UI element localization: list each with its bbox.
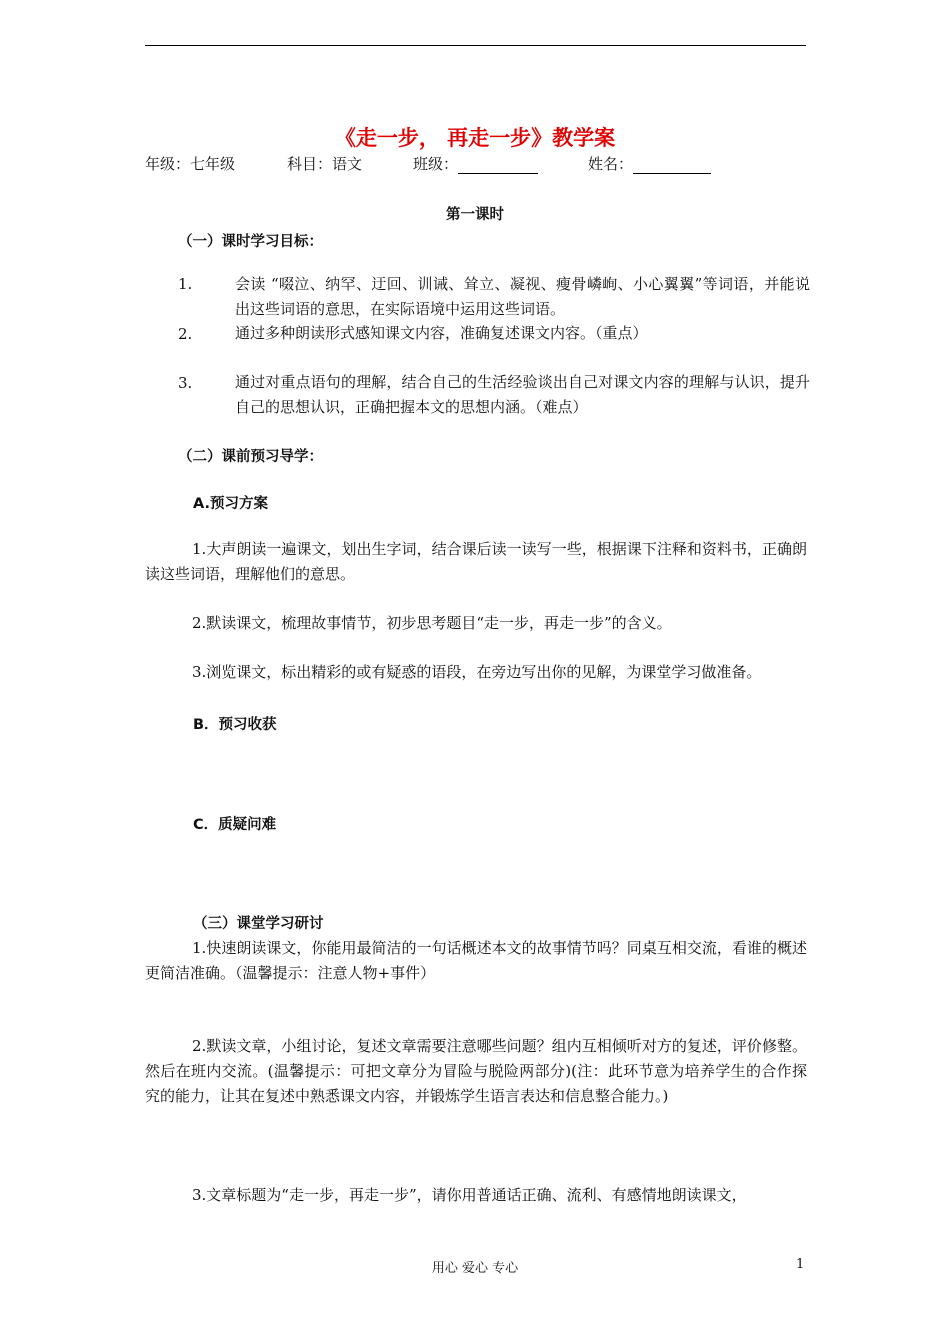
preview-paragraph: 1.大声朗读一遍课文，划出生字词，结合课后读一读写一些，根据课下注释和资料书，正确朗读这些词语，理解他们的意思。 — [145, 540, 807, 583]
objective-number: 2. — [178, 325, 193, 343]
objective-text: 会读 “啜泣、纳罕、迂回、训诫、耸立、凝视、瘦骨嶙峋、小心翼翼”等词语，并能说出这些词语的意思，在实际语境中运用这些词语。 — [235, 275, 810, 318]
classroom-paragraph: 3.文章标题为“走一步，再走一步”，请你用普通话正确、流利、有感情地朗读课文， — [192, 1186, 747, 1204]
document-title: 《走一步， 再走一步》教学案 — [334, 126, 616, 150]
class-blank — [458, 157, 538, 174]
questions-heading: C．质疑问难 — [193, 817, 277, 833]
lesson-heading: 第一课时 — [446, 207, 504, 223]
objective-text: 通过多种朗读形式感知课文内容，准确复述课文内容。（重点） — [235, 324, 648, 342]
section1-heading: （一）课时学习目标： — [178, 234, 323, 250]
section3-heading: （三）课堂学习研讨 — [193, 916, 324, 932]
subject-label: 科目：语文 — [287, 155, 363, 173]
grade-label: 年级：七年级 — [145, 155, 236, 173]
name-blank — [633, 157, 711, 174]
preview-plan-heading: A.预习方案 — [193, 496, 268, 512]
preview-gains-heading: B．预习收获 — [193, 717, 277, 733]
page-number: 1 — [796, 1257, 805, 1272]
objective-number: 1. — [178, 275, 193, 293]
preview-paragraph: 3.浏览课文，标出精彩的或有疑惑的语段，在旁边写出你的见解，为课堂学习做准备。 — [192, 663, 762, 681]
name-field — [588, 153, 711, 174]
name-label: 姓名： — [588, 155, 634, 173]
footer-motto: 用心 爱心 专心 — [431, 1261, 519, 1276]
class-label: 班级： — [413, 155, 459, 173]
objective-text: 通过对重点语句的理解，结合自己的生活经验谈出自己对课文内容的理解与认识，提升自己的思想认识，正确把握本文的思想内涵。（难点） — [235, 373, 810, 416]
objective-number: 3. — [178, 374, 193, 392]
classroom-paragraph: 2.默读文章，小组讨论，复述文章需要注意哪些问题？组内互相倾听对方的复述，评价修整。然后在班内交流。(温馨提示：可把文章分为冒险与脱险两部分)(注：此环节意为培养学生的合作探究的能力，让其在复述中熟悉课文内容，并锻炼学生语言表达和信息整合能力。) — [145, 1037, 807, 1105]
class-field — [413, 153, 538, 174]
classroom-paragraph: 1.快速朗读课文，你能用最简洁的一句话概述本文的故事情节吗？同桌互相交流，看谁的概述更简洁准确。（温馨提示：注意人物+事件） — [145, 939, 807, 982]
header-rule — [145, 45, 806, 46]
section2-heading: （二）课前预习导学： — [178, 449, 323, 465]
preview-paragraph: 2.默读课文，梳理故事情节，初步思考题目“走一步，再走一步”的含义。 — [192, 614, 672, 632]
